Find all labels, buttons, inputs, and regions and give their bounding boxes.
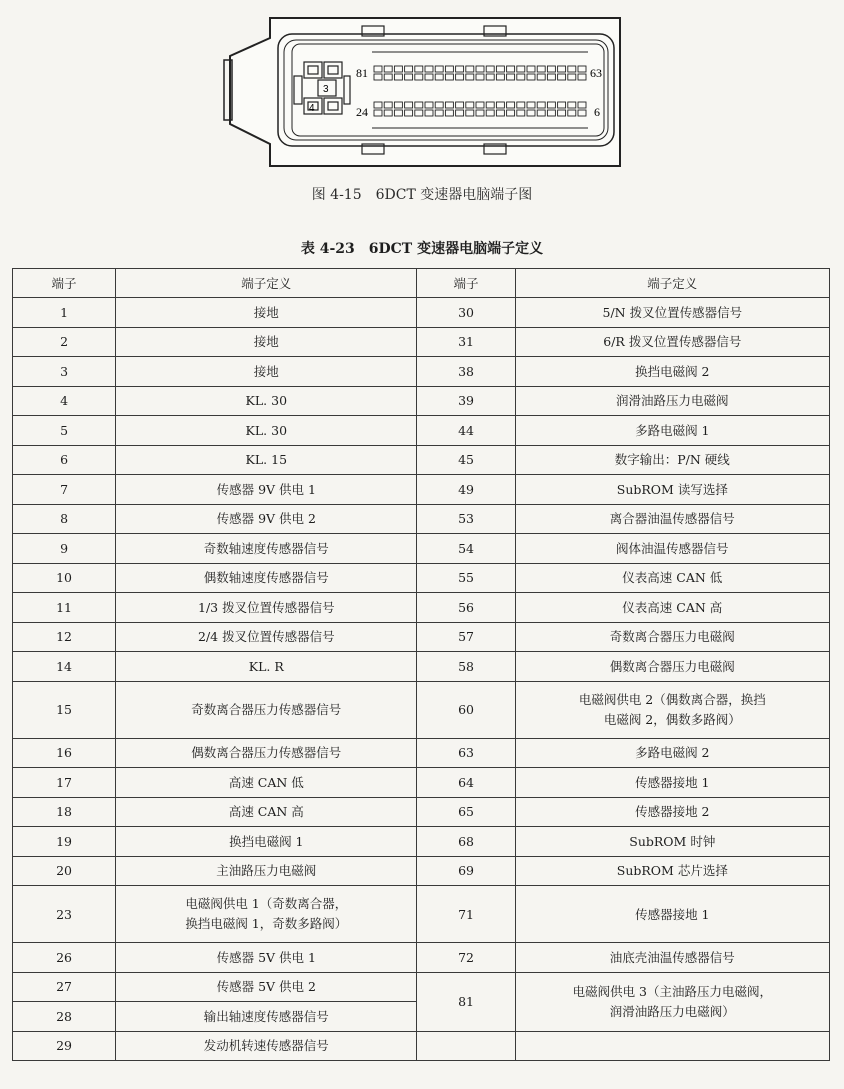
pin-number: 29 xyxy=(13,1031,116,1061)
pin-definition: 换挡电磁阀 2 xyxy=(515,357,829,387)
pin-definition-line: 电磁阀供电 1（奇数离合器， xyxy=(185,896,348,911)
pin-definition: 仪表高速 CAN 低 xyxy=(515,563,829,593)
pin-number: 49 xyxy=(417,475,515,505)
pin-number: 64 xyxy=(417,768,515,798)
connector-diagram xyxy=(222,16,632,174)
pin-number: 39 xyxy=(417,386,515,416)
pin-label-81: 81 xyxy=(356,66,368,80)
table-row xyxy=(13,416,830,446)
pin-number: 11 xyxy=(13,593,116,623)
pin-definition: SubROM 芯片选择 xyxy=(515,856,829,886)
pin-number: 14 xyxy=(13,652,116,682)
pin-definition: 换挡电磁阀 1 xyxy=(116,827,417,857)
pin-number: 60 xyxy=(417,681,515,738)
pin-definition-line: 电磁阀 2，偶数多路阀） xyxy=(603,711,741,727)
pin-number: 1 xyxy=(13,298,116,328)
pin-definition: 阀体油温传感器信号 xyxy=(515,534,829,564)
table-row xyxy=(13,445,830,475)
table-row xyxy=(13,681,830,738)
pin-definition: 仪表高速 CAN 高 xyxy=(515,593,829,623)
table-row xyxy=(13,593,830,623)
pin-number: 15 xyxy=(13,681,116,738)
pin-definition: 传感器接地 2 xyxy=(515,797,829,827)
pin-number: 65 xyxy=(417,797,515,827)
pin-number: 10 xyxy=(13,563,116,593)
pin-definition-line: 电磁阀供电 2（偶数离合器，换挡 xyxy=(578,691,766,707)
pin-definition: 高速 CAN 低 xyxy=(116,768,417,798)
table-row xyxy=(13,856,830,886)
pin-definition: 接地 xyxy=(116,327,417,357)
pin-number: 44 xyxy=(417,416,515,446)
pin-number: 68 xyxy=(417,827,515,857)
pin-number: 69 xyxy=(417,856,515,886)
pin-definition: 奇数离合器压力传感器信号 xyxy=(116,681,417,738)
pin-number: 2 xyxy=(13,327,116,357)
table-row xyxy=(13,797,830,827)
pin-definition xyxy=(515,681,829,738)
header-pin: 端子 xyxy=(13,269,116,298)
pin-definition xyxy=(116,886,417,943)
pin-label-6: 6 xyxy=(594,105,600,119)
pin-number: 54 xyxy=(417,534,515,564)
pin-definition: 数字输出：P/N 硬线 xyxy=(515,445,829,475)
table-row xyxy=(13,652,830,682)
pin-definition: 1/3 拨叉位置传感器信号 xyxy=(116,593,417,623)
pin-number: 30 xyxy=(417,298,515,328)
pin-definition: KL. R xyxy=(116,652,417,682)
pin-definition: 接地 xyxy=(116,357,417,387)
pin-number: 81 xyxy=(417,972,515,1031)
empty-cell xyxy=(417,1031,515,1061)
pin-definition-table xyxy=(12,268,830,1061)
pin-number: 72 xyxy=(417,943,515,973)
pin-number: 71 xyxy=(417,886,515,943)
pin-label-63: 63 xyxy=(590,66,602,80)
header-pin: 端子 xyxy=(417,269,515,298)
pin-definition: 接地 xyxy=(116,298,417,328)
pin-number: 16 xyxy=(13,738,116,768)
pin-definition: 输出轴速度传感器信号 xyxy=(116,1002,417,1032)
table-row xyxy=(13,972,830,1002)
pin-definition-line: 电磁阀供电 3（主油路压力电磁阀， xyxy=(572,983,773,999)
pin-number: 19 xyxy=(13,827,116,857)
pin-definition: KL. 15 xyxy=(116,445,417,475)
pin-definition: 润滑油路压力电磁阀 xyxy=(515,386,829,416)
empty-cell xyxy=(515,1031,829,1061)
pin-definition: 传感器 9V 供电 1 xyxy=(116,475,417,505)
table-row xyxy=(13,563,830,593)
pin-label-24: 24 xyxy=(356,105,368,119)
table-row xyxy=(13,738,830,768)
pin-definition: 高速 CAN 高 xyxy=(116,797,417,827)
pin-definition xyxy=(515,972,829,1031)
pin-definition: 主油路压力电磁阀 xyxy=(116,856,417,886)
pin-number: 26 xyxy=(13,943,116,973)
pin-number: 57 xyxy=(417,622,515,652)
pin-number: 63 xyxy=(417,738,515,768)
table-row xyxy=(13,827,830,857)
pin-definition: 发动机转速传感器信号 xyxy=(116,1031,417,1061)
pin-label-3: 3 xyxy=(323,84,329,95)
pin-definition: KL. 30 xyxy=(116,416,417,446)
pin-definition: 离合器油温传感器信号 xyxy=(515,504,829,534)
pin-number: 18 xyxy=(13,797,116,827)
pin-number: 27 xyxy=(13,972,116,1002)
pin-number: 31 xyxy=(417,327,515,357)
pin-definition-line: 润滑油路压力电磁阀） xyxy=(609,1003,735,1019)
table-row xyxy=(13,298,830,328)
pin-label-4: 4 xyxy=(309,103,315,114)
table-row xyxy=(13,357,830,387)
pin-number: 17 xyxy=(13,768,116,798)
table-row xyxy=(13,622,830,652)
header-definition: 端子定义 xyxy=(116,269,417,298)
pin-number: 9 xyxy=(13,534,116,564)
pin-number: 58 xyxy=(417,652,515,682)
pin-definition: 奇数离合器压力电磁阀 xyxy=(515,622,829,652)
table-row xyxy=(13,943,830,973)
table-row xyxy=(13,475,830,505)
pin-definition: 偶数轴速度传感器信号 xyxy=(116,563,417,593)
pin-number: 3 xyxy=(13,357,116,387)
figure-caption: 图 4-15 6DCT 变速器电脑端子图 xyxy=(311,187,533,203)
table-row xyxy=(13,534,830,564)
pin-number: 45 xyxy=(417,445,515,475)
pin-definition: 传感器 5V 供电 1 xyxy=(116,943,417,973)
pin-definition: 偶数离合器压力电磁阀 xyxy=(515,652,829,682)
pin-definition-line: 换挡电磁阀 1，奇数多路阀） xyxy=(185,916,348,931)
pin-definition: 奇数轴速度传感器信号 xyxy=(116,534,417,564)
pin-definition: 传感器 5V 供电 2 xyxy=(116,972,417,1002)
table-title: 表 4-23 6DCT 变速器电脑端子定义 xyxy=(300,241,544,257)
pin-number: 12 xyxy=(13,622,116,652)
pin-definition: 5/N 拨叉位置传感器信号 xyxy=(515,298,829,328)
pin-definition: 2/4 拨叉位置传感器信号 xyxy=(116,622,417,652)
header-definition: 端子定义 xyxy=(515,269,829,298)
pin-definition: 6/R 拨叉位置传感器信号 xyxy=(515,327,829,357)
pin-number: 56 xyxy=(417,593,515,623)
pin-definition: 多路电磁阀 1 xyxy=(515,416,829,446)
pin-number: 53 xyxy=(417,504,515,534)
pin-definition: 传感器接地 1 xyxy=(515,886,829,943)
pin-number: 23 xyxy=(13,886,116,943)
pin-number: 4 xyxy=(13,386,116,416)
pin-definition: 传感器 9V 供电 2 xyxy=(116,504,417,534)
pin-number: 20 xyxy=(13,856,116,886)
pin-number: 7 xyxy=(13,475,116,505)
pin-definition: KL. 30 xyxy=(116,386,417,416)
pin-number: 8 xyxy=(13,504,116,534)
pin-definition: 传感器接地 1 xyxy=(515,768,829,798)
pin-definition: 油底壳油温传感器信号 xyxy=(515,943,829,973)
table-row xyxy=(13,504,830,534)
pin-definition: 偶数离合器压力传感器信号 xyxy=(116,738,417,768)
pin-number: 55 xyxy=(417,563,515,593)
pin-definition: SubROM 时钟 xyxy=(515,827,829,857)
pin-number: 38 xyxy=(417,357,515,387)
table-row xyxy=(13,886,830,943)
pin-definition: 多路电磁阀 2 xyxy=(515,738,829,768)
pin-number: 5 xyxy=(13,416,116,446)
pin-number: 6 xyxy=(13,445,116,475)
pin-definition: SubROM 读写选择 xyxy=(515,475,829,505)
table-header-row xyxy=(13,269,830,298)
table-row xyxy=(13,327,830,357)
table-row xyxy=(13,386,830,416)
table-row xyxy=(13,768,830,798)
pin-number: 28 xyxy=(13,1002,116,1032)
table-row xyxy=(13,1031,830,1061)
